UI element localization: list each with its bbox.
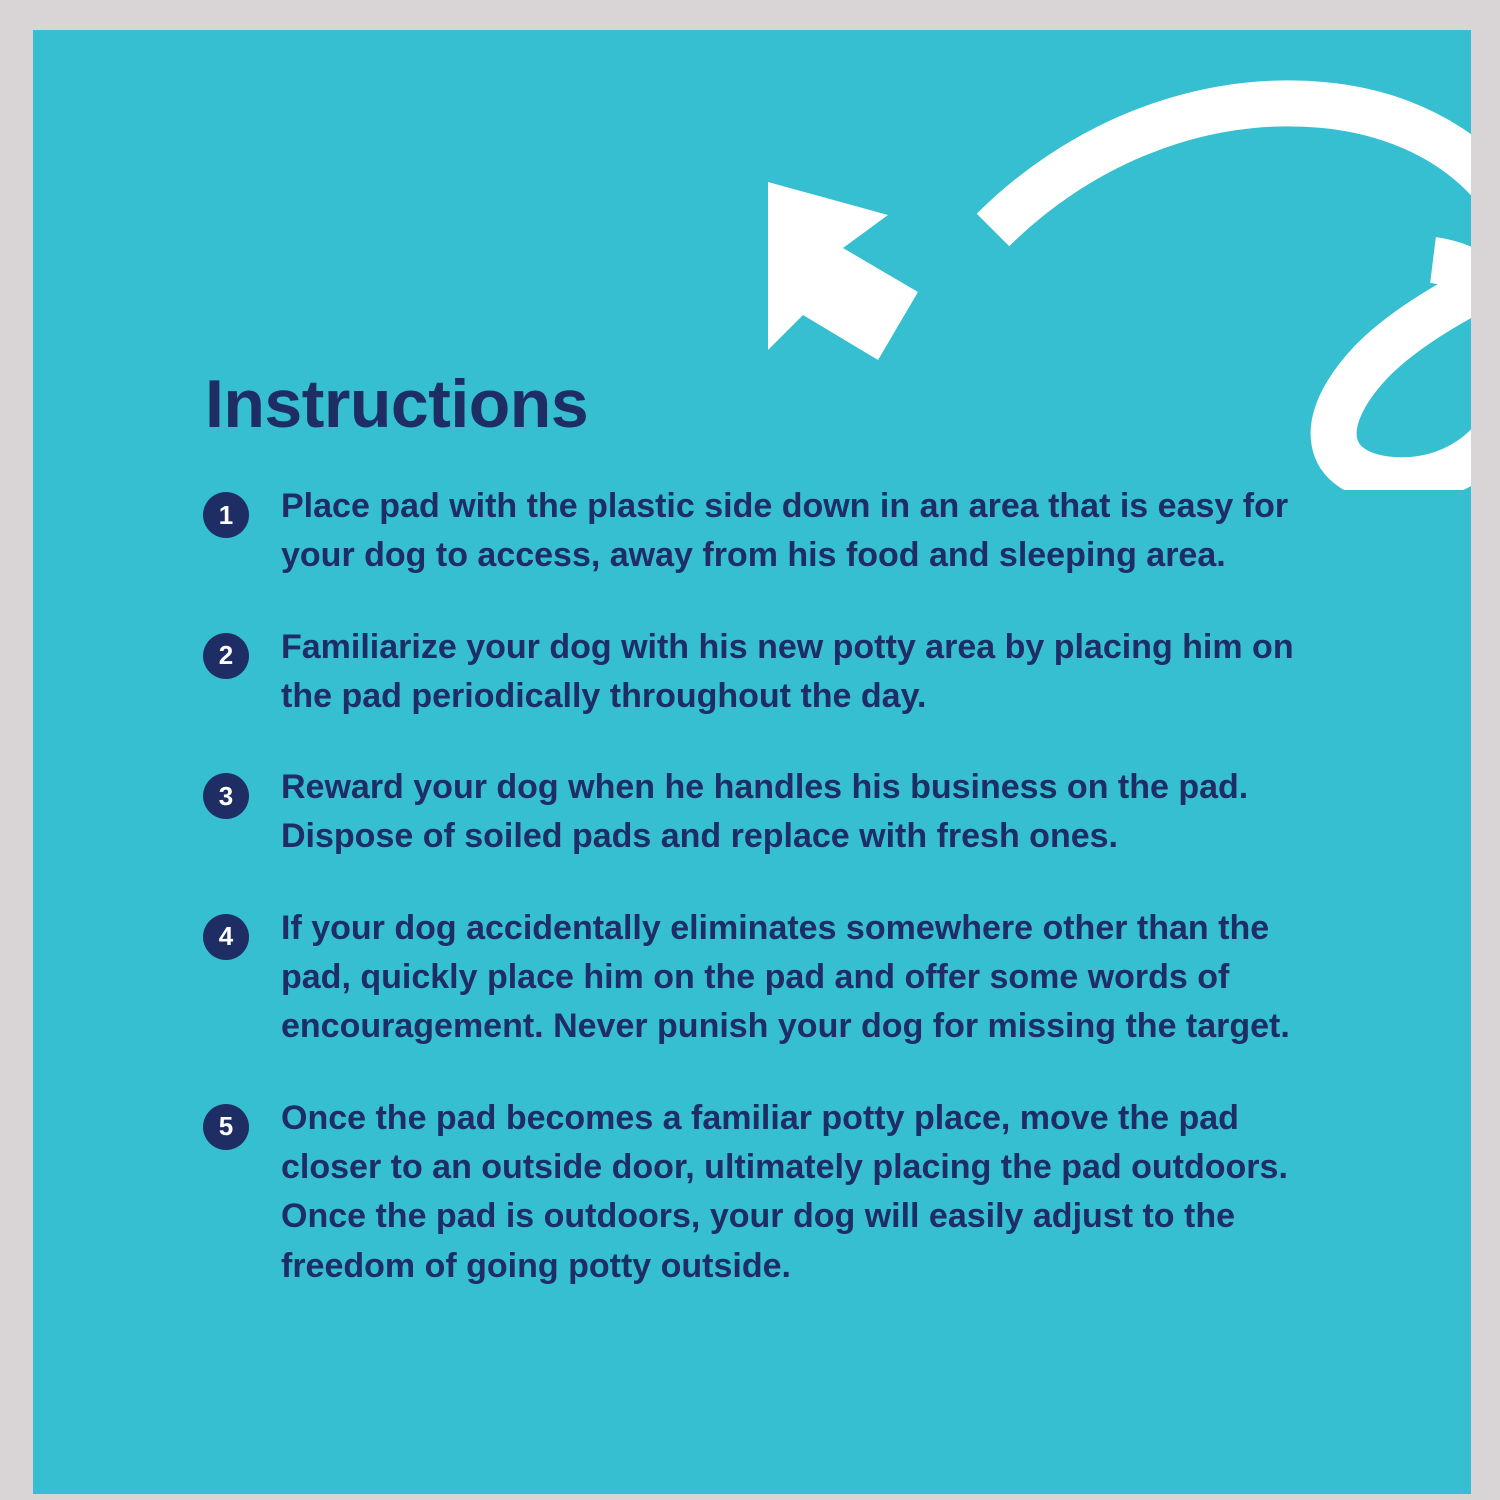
step-text: If your dog accidentally eliminates somewhere other than the pad, quickly place him on the pad and offer some words of encouragement. Never punish your dog for missing the target.: [281, 908, 1290, 1046]
step-text: Once the pad becomes a familiar potty place, move the pad closer to an outside door, ultimately placing the pad outdoors. Once the pad is outdoors, your dog will easily adjust to the freedom of going potty outside.: [281, 1098, 1288, 1285]
step-text: Reward your dog when he handles his business on the pad. Dispose of soiled pads and replace with fresh ones.: [281, 768, 1249, 856]
step-number-badge: 4: [203, 914, 249, 960]
list-item: [203, 763, 1363, 862]
steps-list: [203, 482, 1363, 1291]
step-number-badge: 2: [203, 633, 249, 679]
step-text: Familiarize your dog with his new potty area by placing him on the pad periodically throughout the day.: [281, 627, 1294, 715]
page-title: Instructions: [205, 366, 589, 442]
step-number-badge: 1: [203, 492, 249, 538]
list-item: [203, 904, 1363, 1052]
list-item: [203, 1094, 1363, 1291]
step-number-badge: 5: [203, 1104, 249, 1150]
step-number-badge: 3: [203, 773, 249, 819]
instructions-panel: [33, 30, 1471, 1494]
list-item: [203, 482, 1363, 581]
instructions-content: [203, 366, 1363, 1333]
list-item: [203, 623, 1363, 722]
step-text: Place pad with the plastic side down in an area that is easy for your dog to access, away from his food and sleeping area.: [281, 487, 1289, 575]
